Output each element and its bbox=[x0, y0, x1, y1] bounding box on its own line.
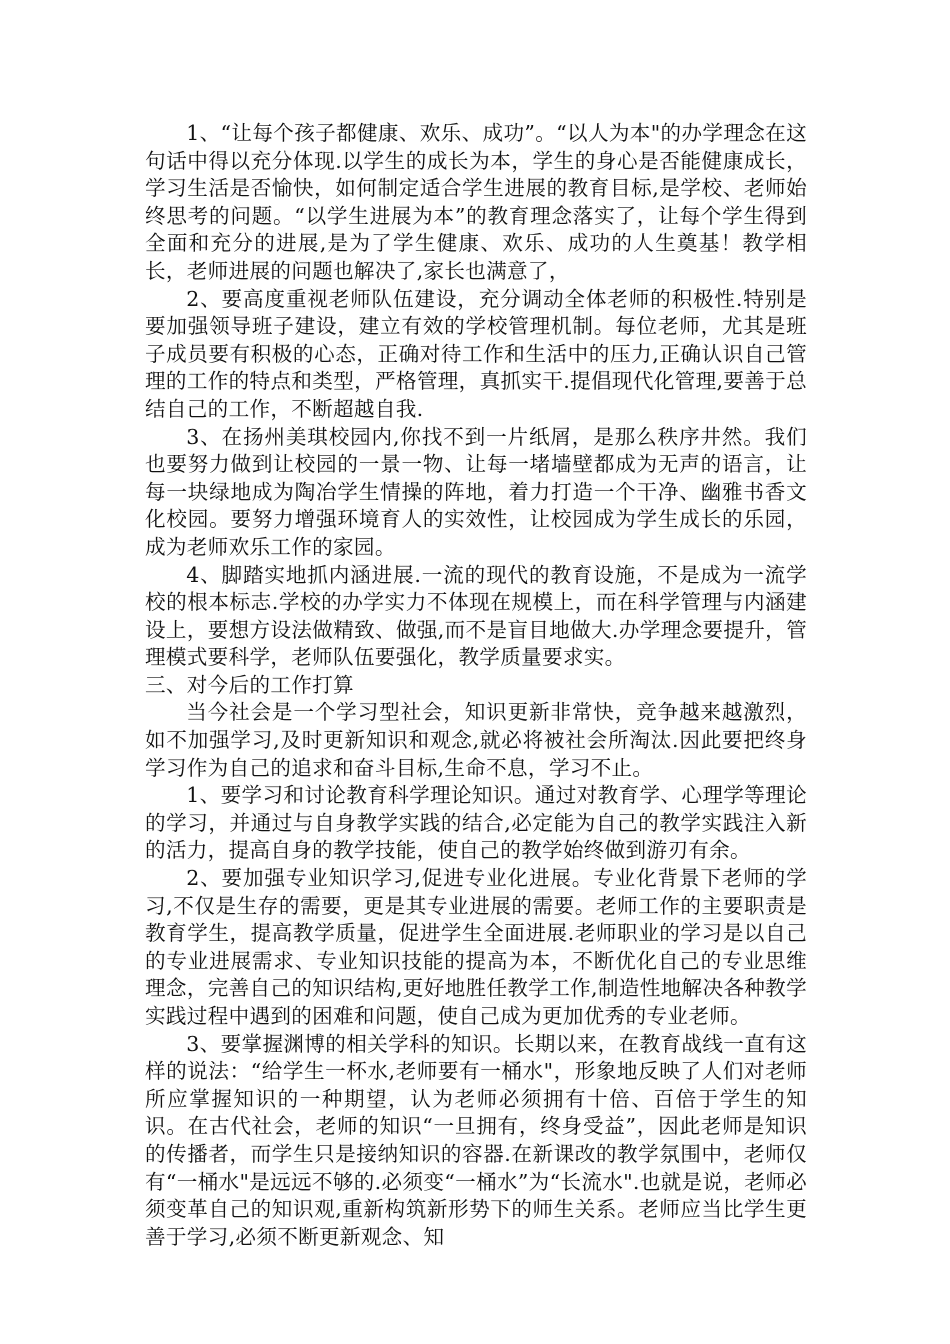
paragraph-4: 4、脚踏实地抓内涵进展.一流的现代的教育设施，不是成为一流学校的根本标志.学校的办学实力不体现在规模上，而在科学管理与内涵建设上，要想方设法做精致、做强,而不是盲目地做大.办学理念要提升，管理模式要科学，老师队伍要强化，教学质量要求实。 bbox=[145, 562, 807, 670]
paragraph-3: 3、在扬州美琪校园内,你找不到一片纸屑，是那么秩序井然。我们也要努力做到让校园的一景一物、让每一堵墙壁都成为无声的语言，让每一块绿地成为陶冶学生情操的阵地，着力打造一个干净、幽雅书香文化校园。要努力增强环境育人的实效性，让校园成为学生成长的乐园，成为老师欢乐工作的家园。 bbox=[145, 424, 807, 559]
document-body bbox=[145, 120, 807, 1251]
paragraph-intro: 当今社会是一个学习型社会，知识更新非常快，竞争越来越激烈，如不加强学习,及时更新知识和观念,就必将被社会所淘汰.因此要把终身学习作为自己的追求和奋斗目标,生命不息，学习不止。 bbox=[145, 700, 807, 780]
paragraph-plan-2: 2、要加强专业知识学习,促进专业化进展。专业化背景下老师的学习,不仅是生存的需要，更是其专业进展的需要。老师工作的主要职责是教育学生，提高教学质量，促进学生全面进展.老师职业的学习是以自己的专业进展需求、专业知识技能的提高为本，不断优化自己的专业思维理念，完善自己的知识结构,更好地胜任教学工作,制造性地解决各种教学实践过程中遇到的困难和问题，使自己成为更加优秀的专业老师。 bbox=[145, 866, 807, 1028]
paragraph-plan-3: 3、要掌握渊博的相关学科的知识。长期以来，在教育战线一直有这样的说法：“给学生一杯水,老师要有一桶水"，形象地反映了人们对老师所应掌握知识的一种期望，认为老师必须拥有十倍、百倍于学生的知识。在古代社会，老师的知识“一旦拥有，终身受益”，因此老师是知识的传播者，而学生只是接纳知识的容器.在新课改的教学氛围中，老师仅有“一桶水"是远远不够的.必须变“一桶水”为“长流水".也就是说，老师必须变革自己的知识观,重新构筑新形势下的师生关系。老师应当比学生更善于学习,必须不断更新观念、知 bbox=[145, 1031, 807, 1249]
paragraph-plan-1: 1、要学习和讨论教育科学理论知识。通过对教育学、心理学等理论的学习，并通过与自身教学实践的结合,必定能为自己的教学实践注入新的活力，提高自身的教学技能，使自己的教学始终做到游刃有余。 bbox=[145, 783, 807, 863]
section-heading: 三、对今后的工作打算 bbox=[145, 672, 354, 697]
paragraph-1: 1、“让每个孩子都健康、欢乐、成功”。“以人为本"的办学理念在这句话中得以充分体现.以学生的成长为本，学生的身心是否能健康成长，学习生活是否愉快，如何制定适合学生进展的教育目标,是学校、老师始终思考的问题。“以学生进展为本”的教育理念落实了，让每个学生得到全面和充分的进展,是为了学生健康、欢乐、成功的人生奠基！教学相长，老师进展的问题也解决了,家长也满意了， bbox=[145, 121, 807, 283]
paragraph-2: 2、要高度重视老师队伍建设，充分调动全体老师的积极性.特别是要加强领导班子建设，建立有效的学校管理机制。每位老师，尤其是班子成员要有积极的心态，正确对待工作和生活中的压力,正确认识自己管理的工作的特点和类型，严格管理，真抓实干.提倡现代化管理,要善于总结自己的工作，不断超越自我. bbox=[145, 286, 807, 421]
